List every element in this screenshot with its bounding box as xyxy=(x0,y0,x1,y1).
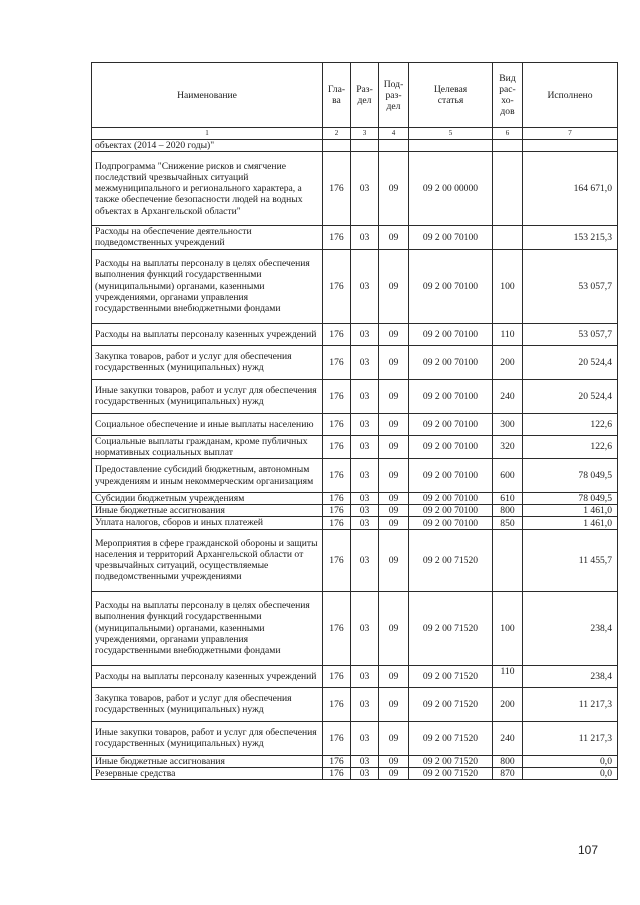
table-row xyxy=(92,517,618,529)
row-expense-type: 320 xyxy=(493,435,523,458)
row-expense-type: 800 xyxy=(493,755,523,767)
row-section: 03 xyxy=(351,721,379,755)
column-number: 3 xyxy=(351,128,379,140)
row-section: 03 xyxy=(351,517,379,529)
row-name: Расходы на обеспечение деятельности подведомственных учреждений xyxy=(92,226,323,249)
row-chapter: 176 xyxy=(323,505,351,517)
row-target: 09 2 00 00000 xyxy=(409,152,493,226)
table-row xyxy=(92,345,618,379)
row-section: 03 xyxy=(351,529,379,591)
row-expense-type: 850 xyxy=(493,517,523,529)
row-section: 03 xyxy=(351,413,379,435)
row-section: 03 xyxy=(351,249,379,323)
row-target: 09 2 00 70100 xyxy=(409,505,493,517)
header-subsection: Под- раз- дел xyxy=(379,63,409,128)
row-amount: 53 057,7 xyxy=(523,323,618,345)
table-row xyxy=(92,493,618,505)
row-target: 09 2 00 70100 xyxy=(409,517,493,529)
row-section: 03 xyxy=(351,755,379,767)
column-number: 2 xyxy=(323,128,351,140)
row-section: 03 xyxy=(351,687,379,721)
row-subsection: 09 xyxy=(379,493,409,505)
row-amount: 11 217,3 xyxy=(523,721,618,755)
row-section: 03 xyxy=(351,152,379,226)
row-expense-type: 110 xyxy=(493,665,523,687)
row-subsection: 09 xyxy=(379,517,409,529)
row-expense-type: 610 xyxy=(493,493,523,505)
row-target: 09 2 00 70100 xyxy=(409,345,493,379)
row-name: Закупка товаров, работ и услуг для обеспечения государственных (муниципальных) нужд xyxy=(92,345,323,379)
row-name: Мероприятия в сфере гражданской обороны и защиты населения и территорий Архангельской области от чрезвычайных ситуаций, осуществляемые подведомственными учреждениями xyxy=(92,529,323,591)
table-row xyxy=(92,435,618,458)
row-expense-type: 600 xyxy=(493,459,523,493)
table-row xyxy=(92,755,618,767)
row-chapter: 176 xyxy=(323,767,351,779)
row-section: 03 xyxy=(351,459,379,493)
row-subsection: 09 xyxy=(379,379,409,413)
row-chapter: 176 xyxy=(323,687,351,721)
row-section: 03 xyxy=(351,591,379,665)
row-subsection: 09 xyxy=(379,721,409,755)
header-executed: Исполнено xyxy=(523,63,618,128)
row-chapter: 176 xyxy=(323,249,351,323)
header-name: Наименование xyxy=(92,63,323,128)
row-name: объектах (2014 – 2020 годы)" xyxy=(92,140,323,152)
row-name: Иные бюджетные ассигнования xyxy=(92,505,323,517)
table-row xyxy=(92,529,618,591)
row-target: 09 2 00 70100 xyxy=(409,249,493,323)
row-chapter: 176 xyxy=(323,413,351,435)
table-row xyxy=(92,140,618,152)
row-amount: 1 461,0 xyxy=(523,517,618,529)
header-chapter: Гла- ва xyxy=(323,63,351,128)
row-name: Расходы на выплаты персоналу в целях обеспечения выполнения функций государственными (муниципальными) органами, казенными учреждениями, органами управления государственными внебюджетными фондами xyxy=(92,591,323,665)
table-row xyxy=(92,249,618,323)
row-amount: 11 217,3 xyxy=(523,687,618,721)
row-section: 03 xyxy=(351,767,379,779)
row-chapter: 176 xyxy=(323,379,351,413)
table-row xyxy=(92,505,618,517)
row-name: Расходы на выплаты персоналу казенных учреждений xyxy=(92,665,323,687)
row-expense-type xyxy=(493,140,523,152)
row-amount: 238,4 xyxy=(523,665,618,687)
row-section: 03 xyxy=(351,505,379,517)
row-chapter: 176 xyxy=(323,435,351,458)
row-subsection: 09 xyxy=(379,665,409,687)
row-name: Закупка товаров, работ и услуг для обеспечения государственных (муниципальных) нужд xyxy=(92,687,323,721)
row-expense-type: 300 xyxy=(493,413,523,435)
row-name: Расходы на выплаты персоналу в целях обеспечения выполнения функций государственными (муниципальными) органами, казенными учреждениями, органами управления государственными внебюджетными фондами xyxy=(92,249,323,323)
table-row xyxy=(92,721,618,755)
row-chapter xyxy=(323,140,351,152)
row-expense-type: 110 xyxy=(493,323,523,345)
row-section: 03 xyxy=(351,379,379,413)
row-chapter: 176 xyxy=(323,721,351,755)
row-name: Иные бюджетные ассигнования xyxy=(92,755,323,767)
row-amount: 20 524,4 xyxy=(523,345,618,379)
row-expense-type: 200 xyxy=(493,687,523,721)
table-row xyxy=(92,665,618,687)
row-subsection: 09 xyxy=(379,323,409,345)
budget-execution-table xyxy=(91,62,618,780)
column-number: 1 xyxy=(92,128,323,140)
table-body xyxy=(92,128,618,780)
column-number: 6 xyxy=(493,128,523,140)
row-subsection: 09 xyxy=(379,226,409,249)
row-expense-type xyxy=(493,226,523,249)
header-row xyxy=(92,63,618,128)
row-name: Резервные средства xyxy=(92,767,323,779)
row-expense-type: 240 xyxy=(493,721,523,755)
row-amount: 53 057,7 xyxy=(523,249,618,323)
page-number: 107 xyxy=(578,843,599,857)
row-chapter: 176 xyxy=(323,459,351,493)
row-target: 09 2 00 71520 xyxy=(409,767,493,779)
row-subsection: 09 xyxy=(379,591,409,665)
table-row xyxy=(92,459,618,493)
row-name: Иные закупки товаров, работ и услуг для обеспечения государственных (муниципальных) нужд xyxy=(92,379,323,413)
row-section: 03 xyxy=(351,226,379,249)
row-subsection: 09 xyxy=(379,755,409,767)
row-section xyxy=(351,140,379,152)
row-target: 09 2 00 71520 xyxy=(409,721,493,755)
row-subsection: 09 xyxy=(379,249,409,323)
row-target xyxy=(409,140,493,152)
table-row xyxy=(92,323,618,345)
row-amount: 0,0 xyxy=(523,767,618,779)
row-target: 09 2 00 71520 xyxy=(409,591,493,665)
row-amount: 153 215,3 xyxy=(523,226,618,249)
row-expense-type xyxy=(493,529,523,591)
row-target: 09 2 00 70100 xyxy=(409,379,493,413)
row-expense-type: 870 xyxy=(493,767,523,779)
table-row xyxy=(92,226,618,249)
row-chapter: 176 xyxy=(323,517,351,529)
row-expense-type: 100 xyxy=(493,249,523,323)
row-subsection: 09 xyxy=(379,687,409,721)
row-chapter: 176 xyxy=(323,755,351,767)
row-target: 09 2 00 71520 xyxy=(409,687,493,721)
row-target: 09 2 00 70100 xyxy=(409,435,493,458)
column-number: 5 xyxy=(409,128,493,140)
row-chapter: 176 xyxy=(323,529,351,591)
row-subsection: 09 xyxy=(379,459,409,493)
row-target: 09 2 00 70100 xyxy=(409,493,493,505)
row-subsection: 09 xyxy=(379,529,409,591)
row-chapter: 176 xyxy=(323,323,351,345)
row-chapter: 176 xyxy=(323,345,351,379)
row-amount: 78 049,5 xyxy=(523,493,618,505)
row-expense-type: 800 xyxy=(493,505,523,517)
row-amount: 238,4 xyxy=(523,591,618,665)
row-section: 03 xyxy=(351,665,379,687)
row-amount: 11 455,7 xyxy=(523,529,618,591)
header-target: Целевая статья xyxy=(409,63,493,128)
row-name: Социальное обеспечение и иные выплаты населению xyxy=(92,413,323,435)
row-amount: 78 049,5 xyxy=(523,459,618,493)
row-section: 03 xyxy=(351,493,379,505)
row-section: 03 xyxy=(351,435,379,458)
row-subsection: 09 xyxy=(379,767,409,779)
row-expense-type: 100 xyxy=(493,591,523,665)
column-number: 7 xyxy=(523,128,618,140)
row-amount: 122,6 xyxy=(523,435,618,458)
row-target: 09 2 00 70100 xyxy=(409,323,493,345)
row-chapter: 176 xyxy=(323,591,351,665)
row-target: 09 2 00 71520 xyxy=(409,665,493,687)
row-section: 03 xyxy=(351,345,379,379)
table-row xyxy=(92,687,618,721)
row-subsection: 09 xyxy=(379,435,409,458)
row-amount: 164 671,0 xyxy=(523,152,618,226)
row-target: 09 2 00 71520 xyxy=(409,529,493,591)
row-expense-type: 240 xyxy=(493,379,523,413)
row-name: Уплата налогов, сборов и иных платежей xyxy=(92,517,323,529)
table-row xyxy=(92,152,618,226)
table-row xyxy=(92,413,618,435)
row-amount xyxy=(523,140,618,152)
row-name: Иные закупки товаров, работ и услуг для обеспечения государственных (муниципальных) нужд xyxy=(92,721,323,755)
row-amount: 122,6 xyxy=(523,413,618,435)
row-name: Социальные выплаты гражданам, кроме публичных нормативных социальных выплат xyxy=(92,435,323,458)
column-number-row xyxy=(92,128,618,140)
row-subsection: 09 xyxy=(379,345,409,379)
row-subsection: 09 xyxy=(379,505,409,517)
header-expense-type: Вид рас- хо- дов xyxy=(493,63,523,128)
row-amount: 20 524,4 xyxy=(523,379,618,413)
table-row xyxy=(92,591,618,665)
row-target: 09 2 00 71520 xyxy=(409,755,493,767)
row-amount: 0,0 xyxy=(523,755,618,767)
row-chapter: 176 xyxy=(323,152,351,226)
row-name: Расходы на выплаты персоналу казенных учреждений xyxy=(92,323,323,345)
row-section: 03 xyxy=(351,323,379,345)
row-target: 09 2 00 70100 xyxy=(409,413,493,435)
header-section: Раз- дел xyxy=(351,63,379,128)
row-chapter: 176 xyxy=(323,493,351,505)
row-expense-type xyxy=(493,152,523,226)
row-target: 09 2 00 70100 xyxy=(409,459,493,493)
row-subsection xyxy=(379,140,409,152)
row-subsection: 09 xyxy=(379,413,409,435)
column-number: 4 xyxy=(379,128,409,140)
row-name: Предоставление субсидий бюджетным, автономным учреждениям и иным некоммерческим организациям xyxy=(92,459,323,493)
row-amount: 1 461,0 xyxy=(523,505,618,517)
row-subsection: 09 xyxy=(379,152,409,226)
row-chapter: 176 xyxy=(323,226,351,249)
row-name: Подпрограмма "Снижение рисков и смягчение последствий чрезвычайных ситуаций межмуниципального и регионального характера, а также обеспечение безопасности людей на водных объектах в Архангельской области" xyxy=(92,152,323,226)
row-expense-type: 200 xyxy=(493,345,523,379)
row-target: 09 2 00 70100 xyxy=(409,226,493,249)
table-row xyxy=(92,379,618,413)
row-chapter: 176 xyxy=(323,665,351,687)
row-name: Субсидии бюджетным учреждениям xyxy=(92,493,323,505)
table-row xyxy=(92,767,618,779)
